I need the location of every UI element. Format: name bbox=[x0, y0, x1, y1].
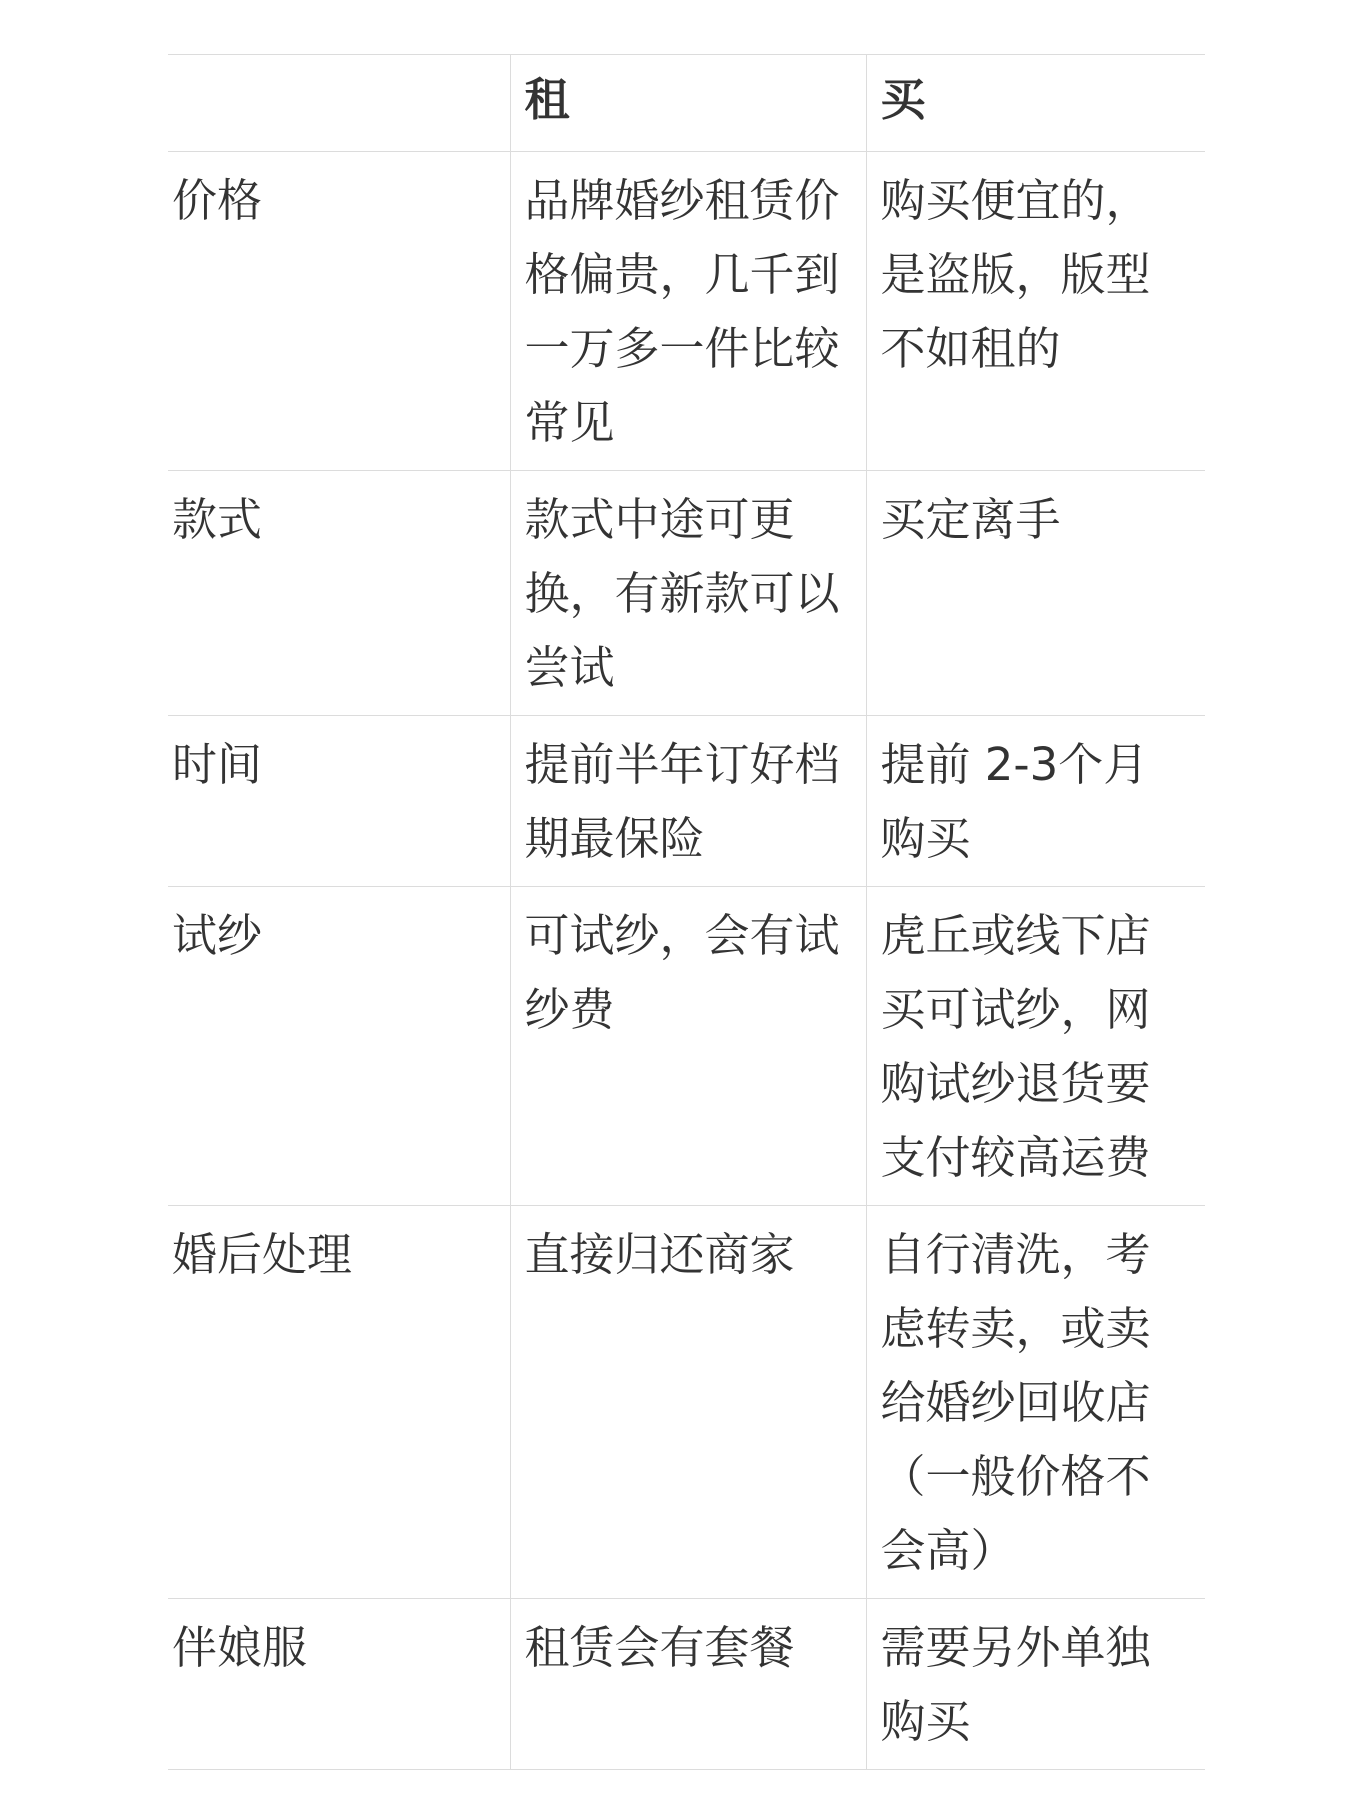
row-label: 时间 bbox=[168, 716, 510, 887]
header-cell-empty bbox=[168, 55, 510, 152]
table-row bbox=[168, 471, 1205, 716]
buy-cell: 提前 2-3个月购买 bbox=[866, 716, 1205, 887]
row-label: 伴娘服 bbox=[168, 1599, 510, 1770]
table-row bbox=[168, 1599, 1205, 1770]
header-cell-buy: 买 bbox=[866, 55, 1205, 152]
buy-cell: 虎丘或线下店买可试纱，网购试纱退货要支付较高运费 bbox=[866, 887, 1205, 1206]
comparison-table bbox=[168, 54, 1205, 1770]
row-label: 款式 bbox=[168, 471, 510, 716]
row-label: 婚后处理 bbox=[168, 1206, 510, 1599]
rent-cell: 租赁会有套餐 bbox=[510, 1599, 866, 1770]
table-row bbox=[168, 887, 1205, 1206]
rent-cell: 可试纱，会有试纱费 bbox=[510, 887, 866, 1206]
rent-cell: 品牌婚纱租赁价格偏贵，几千到一万多一件比较常见 bbox=[510, 152, 866, 471]
header-cell-rent: 租 bbox=[510, 55, 866, 152]
rent-cell: 直接归还商家 bbox=[510, 1206, 866, 1599]
table-row bbox=[168, 152, 1205, 471]
buy-cell: 自行清洗，考虑转卖，或卖给婚纱回收店（一般价格不会高） bbox=[866, 1206, 1205, 1599]
table-header-row bbox=[168, 55, 1205, 152]
row-label: 价格 bbox=[168, 152, 510, 471]
buy-cell: 购买便宜的，是盗版，版型不如租的 bbox=[866, 152, 1205, 471]
table-row bbox=[168, 716, 1205, 887]
buy-cell: 买定离手 bbox=[866, 471, 1205, 716]
rent-cell: 款式中途可更换，有新款可以尝试 bbox=[510, 471, 866, 716]
buy-cell: 需要另外单独购买 bbox=[866, 1599, 1205, 1770]
table-row bbox=[168, 1206, 1205, 1599]
row-label: 试纱 bbox=[168, 887, 510, 1206]
rent-cell: 提前半年订好档期最保险 bbox=[510, 716, 866, 887]
